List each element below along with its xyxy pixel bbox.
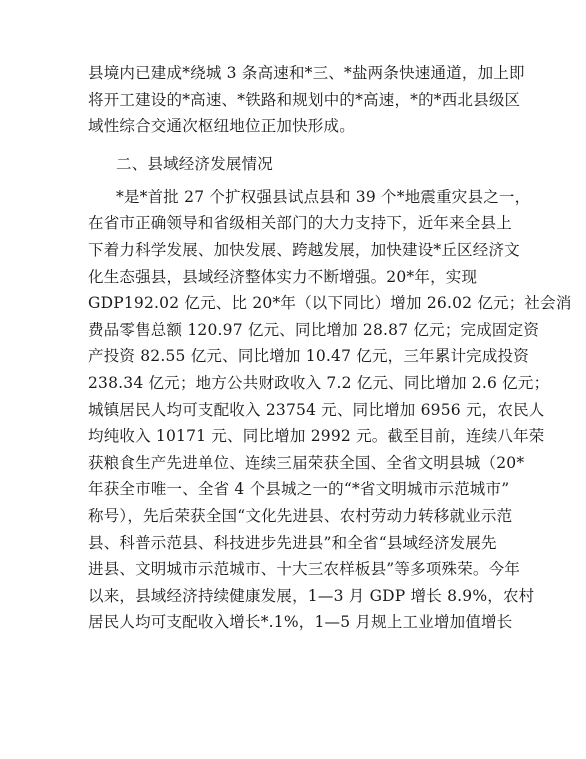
paragraph-2-line: 下着力科学发展、加快发展、跨越发展，加快建设*丘区经济文 (88, 240, 520, 259)
paragraph-2-line: 产投资 82.55 亿元、同比增加 10.47 亿元，三年累计完成投资 (88, 347, 529, 366)
paragraph-2-line: 进县、文明城市示范城市、十大三农样板县”等多项殊荣。今年 (88, 560, 521, 579)
paragraph-2-line: 称号），先后荣获全国“文化先进县、农村劳动力转移就业示范 (88, 506, 513, 525)
paragraph-2-line: 城镇居民人均可支配收入 23754 元、同比增加 6956 元，农民人 (88, 400, 545, 419)
paragraph-2-line: 费品零售总额 120.97 亿元、同比增加 28.87 亿元；完成固定资 (88, 320, 540, 339)
paragraph-2-line: 居民人均可支配收入增长*.1%，1—5 月规上工业增加值增长 (88, 613, 513, 632)
document-body (88, 60, 572, 636)
paragraph-2-line: 县、科普示范县、科技进步先进县”和全省“县域经济发展先 (88, 533, 497, 552)
paragraph-2-line: 化生态强县，县域经济整体实力不断增强。20*年，实现 (88, 267, 478, 286)
paragraph-1-line: 将开工建设的*高速、*铁路和规划中的*高速，*的*西北县级区 (88, 90, 521, 109)
paragraph-2-line: GDP192.02 亿元、比 20*年（以下同比）增加 26.02 亿元；社会消 (88, 294, 572, 313)
paragraph-1-line: 域性综合交通次枢纽地位正加快形成。 (88, 117, 355, 136)
paragraph-2-line: 均纯收入 10171 元、同比增加 2992 元。截至目前，连续八年荣 (88, 427, 545, 446)
paragraph-1-line: 县境内已建成*绕城 3 条高速和*三、*盐两条快速通道，加上即 (88, 64, 525, 82)
paragraph-2-line: 在省市正确领导和省级相关部门的大力支持下，近年来全县上 (88, 214, 512, 233)
paragraph-2-line: *是*首批 27 个扩权强县试点县和 39 个*地震重灾县之一， (116, 187, 531, 206)
paragraph-2-line: 获粮食生产先进单位、连续三届荣获全国、全省文明县城（20* (88, 453, 525, 472)
paragraph-2-line: 年获全市唯一、全省 4 个县城之一的“*省文明城市示范城市” (88, 480, 510, 499)
section-heading: 二、县域经济发展情况 (116, 154, 274, 173)
paragraph-2-line: 238.34 亿元；地方公共财政收入 7.2 亿元、同比增加 2.6 亿元； (88, 373, 550, 392)
paragraph-2-line: 以来，县域经济持续健康发展，1—3 月 GDP 增长 8.9%，农村 (88, 586, 535, 605)
